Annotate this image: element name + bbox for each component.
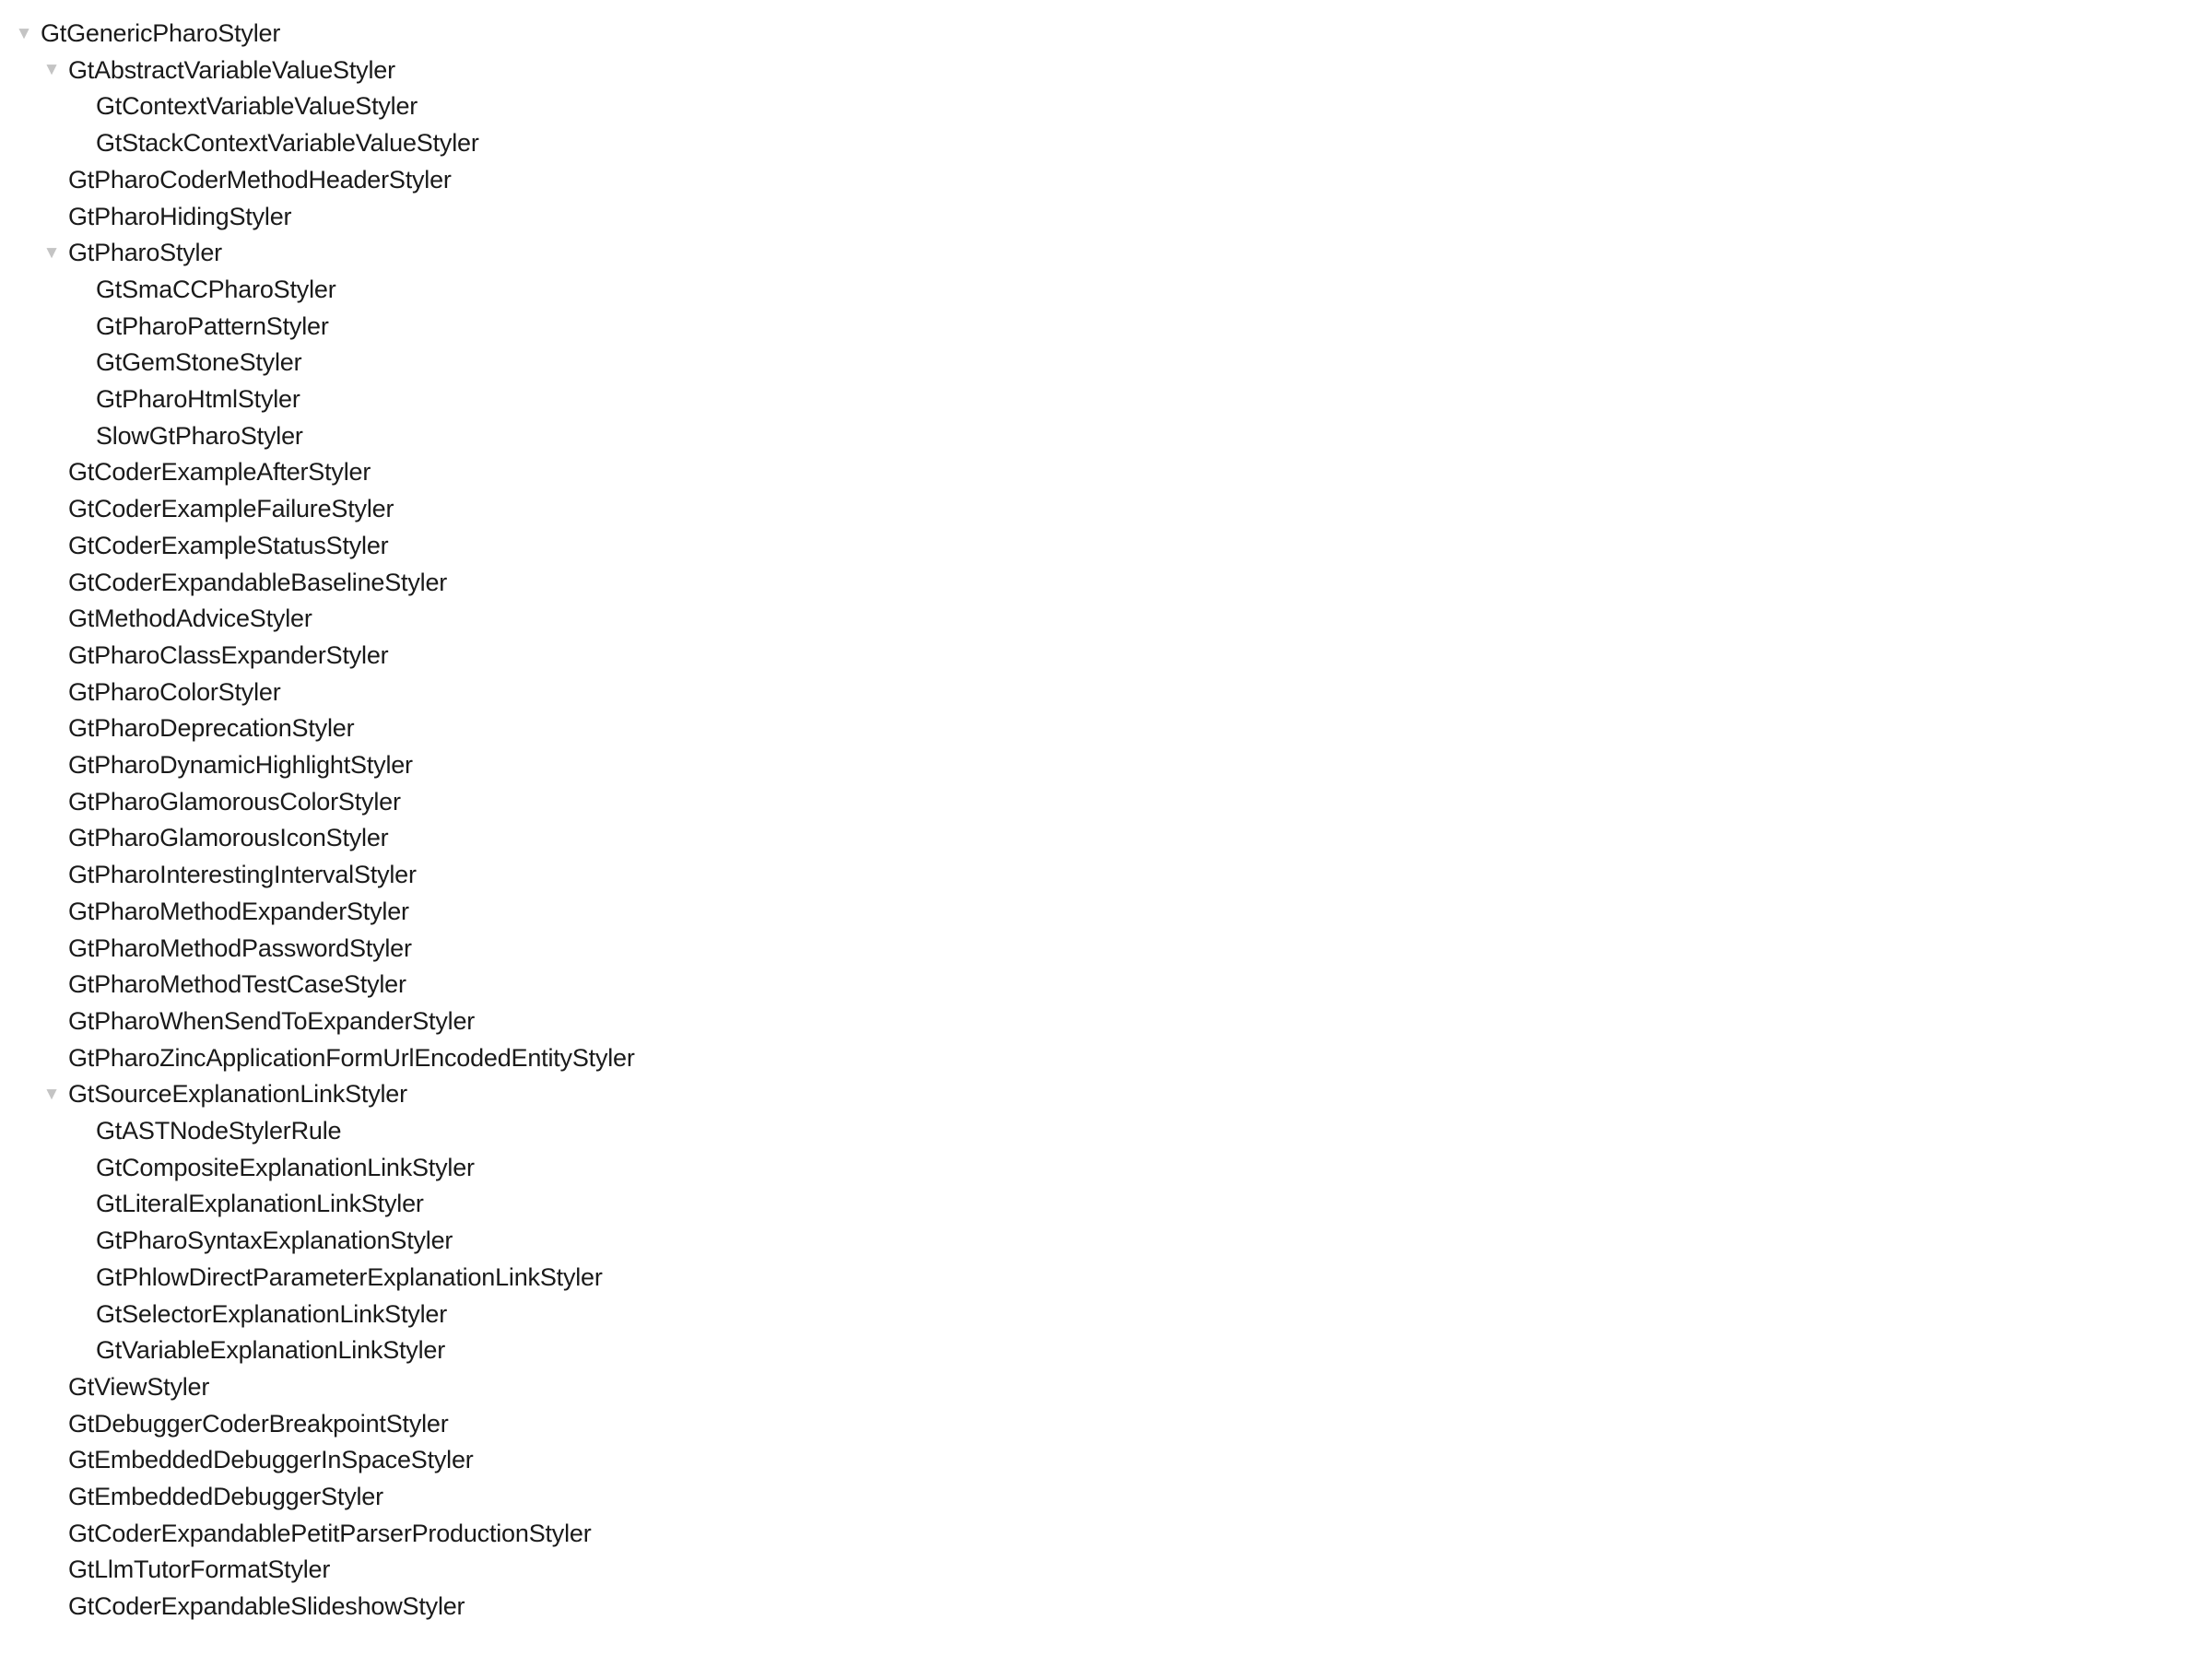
tree-node[interactable] [68,417,303,454]
triangle-down-icon[interactable]: ▼ [42,1084,61,1104]
tree-node-label: GtGemStoneStyler [96,348,302,377]
tree-node-label: GtPharoHtmlStyler [96,385,300,413]
tree-node-label: GtPharoInterestingIntervalStyler [68,861,417,889]
tree-node-label: GtPharoHidingStyler [68,202,292,230]
tree-node-label: GtPharoMethodExpanderStyler [68,897,409,925]
tree-node[interactable] [41,52,395,88]
tree-node-label: GtPhlowDirectParameterExplanationLinkStyler [96,1262,603,1291]
tree-node[interactable] [41,1551,330,1588]
tree-node[interactable] [41,234,222,271]
tree-node-label: GtContextVariableValueStyler [96,92,418,121]
tree-node-label: GtPharoDynamicHighlightStyler [68,751,413,779]
tree-node[interactable] [68,1296,447,1332]
tree-node-label: GtVariableExplanationLinkStyler [96,1336,446,1365]
tree-node[interactable] [41,966,406,1003]
tree-node[interactable] [41,564,447,601]
tree-node-label: GtSmaCCPharoStyler [96,275,336,303]
tree-node[interactable] [68,381,300,417]
tree-node-label: GtCoderExpandablePetitParserProductionStyler [68,1519,592,1547]
tree-node[interactable] [41,674,281,710]
tree-node-label: GtPharoDeprecationStyler [68,714,355,743]
tree-node[interactable] [41,1075,407,1112]
tree-node-label: GtDebuggerCoderBreakpointStyler [68,1409,449,1438]
triangle-down-icon[interactable]: ▼ [42,60,61,80]
tree-node-label: GtMethodAdviceStyler [68,604,312,633]
tree-node[interactable] [68,88,418,124]
tree-node[interactable] [41,1003,475,1039]
tree-node[interactable] [68,124,479,161]
tree-node-label: GtCoderExpandableSlideshowStyler [68,1592,465,1621]
tree-node-label: GtPharoCoderMethodHeaderStyler [68,165,452,194]
tree-node[interactable] [41,783,401,820]
tree-node-label: GtPharoMethodTestCaseStyler [68,970,406,999]
tree-node[interactable] [41,453,371,490]
tree-node-label: GtPharoPatternStyler [96,311,329,340]
tree-node[interactable] [41,930,412,967]
tree-node-label: GtCompositeExplanationLinkStyler [96,1153,475,1181]
tree-node-label: GtPharoSyntaxExplanationStyler [96,1227,453,1255]
tree-node-label: SlowGtPharoStyler [96,421,303,450]
tree-node[interactable] [41,198,291,235]
tree-node-label: GtCoderExampleAfterStyler [68,458,371,487]
tree-node[interactable] [41,1478,383,1515]
tree-node-label: GtPharoGlamorousColorStyler [68,787,401,816]
tree-node[interactable] [68,1332,445,1368]
tree-node-label: GtAbstractVariableValueStyler [68,55,395,84]
tree-node-label: GtLiteralExplanationLinkStyler [96,1190,424,1218]
tree-node-label: GtPharoStyler [68,239,222,267]
tree-node[interactable] [41,490,394,527]
tree-node[interactable] [41,710,354,746]
tree-node[interactable] [68,1112,341,1149]
tree-node-label: GtPharoGlamorousIconStyler [68,824,389,852]
tree-node[interactable] [41,1405,449,1442]
tree-node-label: GtEmbeddedDebuggerInSpaceStyler [68,1446,474,1474]
tree-node-label: GtSelectorExplanationLinkStyler [96,1299,448,1328]
tree-node-label: GtPharoWhenSendToExpanderStyler [68,1006,476,1035]
tree-node-label: GtPharoColorStyler [68,677,281,706]
tree-node[interactable] [41,1039,635,1076]
tree-node-label: GtPharoZincApplicationFormUrlEncodedEntityStyler [68,1043,635,1072]
tree-node[interactable] [41,600,312,637]
tree-node[interactable] [68,1149,475,1186]
tree-node[interactable] [41,893,409,930]
tree-node[interactable] [41,1515,592,1552]
tree-node[interactable] [41,856,417,893]
tree-node-label: GtPharoClassExpanderStyler [68,640,389,669]
tree-node-label: GtViewStyler [68,1372,210,1401]
tree-node-label: GtPharoMethodPasswordStyler [68,933,412,962]
tree-node[interactable] [41,1368,209,1405]
tree-node[interactable] [68,1222,453,1259]
tree-node[interactable] [41,527,388,564]
tree-node-label: GtEmbeddedDebuggerStyler [68,1483,383,1510]
tree-node-label: GtCoderExampleFailureStyler [68,495,394,523]
triangle-down-icon[interactable]: ▼ [42,242,61,263]
tree-node-label: GtLlmTutorFormatStyler [68,1555,331,1584]
tree-node[interactable] [41,819,388,856]
tree-node-label: GtCoderExampleStatusStyler [68,531,389,559]
tree-node[interactable] [13,15,280,52]
tree-node[interactable] [68,308,329,345]
tree-node-label: GtSourceExplanationLinkStyler [68,1080,407,1109]
triangle-down-icon[interactable]: ▼ [15,23,33,43]
tree-node[interactable] [68,1185,424,1222]
tree-node[interactable] [41,746,413,783]
tree-node-label: GtASTNodeStylerRule [96,1117,342,1144]
tree-node[interactable] [68,344,301,381]
tree-node-label: GtGenericPharoStyler [41,19,281,47]
tree-node[interactable] [41,637,388,674]
tree-node-label: GtCoderExpandableBaselineStyler [68,568,448,596]
tree-node[interactable] [41,161,452,198]
tree-node-label: GtStackContextVariableValueStyler [96,129,479,158]
tree-node[interactable] [41,1588,465,1625]
tree-node[interactable] [68,1259,603,1296]
tree-node[interactable] [68,271,335,308]
tree-node[interactable] [41,1441,474,1478]
